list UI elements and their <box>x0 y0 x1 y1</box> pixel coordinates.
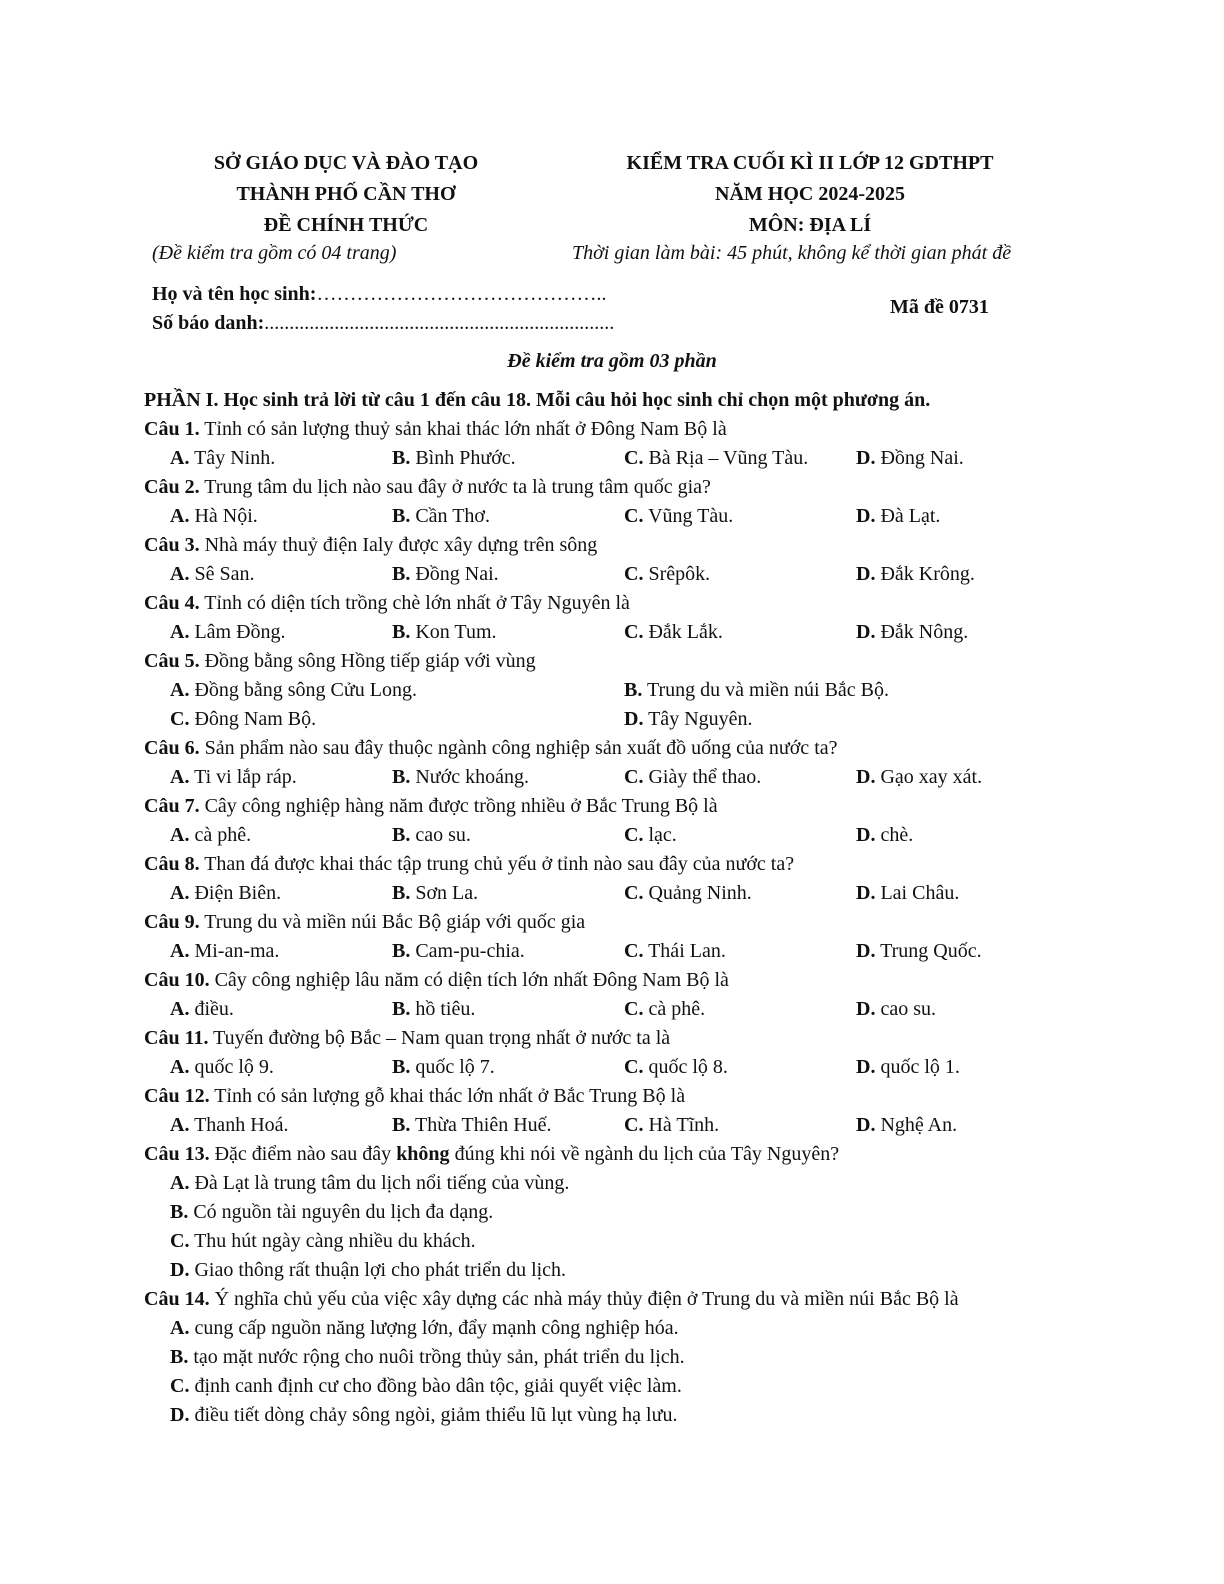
question-11-options <box>144 1053 1084 1082</box>
question-number: Câu 4. <box>144 592 200 614</box>
option-a[interactable]: A. Đồng bằng sông Cửu Long. <box>170 679 417 701</box>
option-c[interactable]: C. Đắk Lắk. <box>624 621 723 643</box>
question-4-options <box>144 618 1084 647</box>
option-d[interactable]: D. Trung Quốc. <box>856 940 982 962</box>
option-a[interactable]: A. Lâm Đồng. <box>170 621 286 643</box>
option-d[interactable]: D. điều tiết dòng chảy sông ngòi, giảm thiểu lũ lụt vùng hạ lưu. <box>170 1404 678 1426</box>
question-text: Tỉnh có sản lượng thuỷ sản khai thác lớn nhất ở Đông Nam Bộ là <box>199 418 727 440</box>
option-d[interactable]: D. Tây Nguyên. <box>624 708 753 730</box>
question-10-options <box>144 995 1084 1024</box>
option-c[interactable]: C. Quảng Ninh. <box>624 882 752 904</box>
question-number: Câu 10. <box>144 969 210 991</box>
option-b[interactable]: B. Có nguồn tài nguyên du lịch đa dạng. <box>170 1201 494 1223</box>
option-b[interactable]: B. cao su. <box>392 824 471 846</box>
option-c[interactable]: C. Hà Tĩnh. <box>624 1114 720 1136</box>
exam-body <box>144 386 1084 1430</box>
option-b[interactable]: B. tạo mặt nước rộng cho nuôi trồng thủy sản, phát triển du lịch. <box>170 1346 685 1368</box>
option-a[interactable]: A. Hà Nội. <box>170 505 258 527</box>
option-b[interactable]: B. Sơn La. <box>392 882 479 904</box>
option-c[interactable]: C. lạc. <box>624 824 677 846</box>
issuer-block <box>140 148 552 241</box>
question-text: Tỉnh có sản lượng gỗ khai thác lớn nhất ở Bắc Trung Bộ là <box>209 1085 686 1107</box>
official-label: ĐỀ CHÍNH THỨC <box>263 214 429 236</box>
exam-structure-note: Đề kiểm tra gồm 03 phần <box>507 350 717 372</box>
question-3-options <box>144 560 1084 589</box>
option-d[interactable]: D. Giao thông rất thuận lợi cho phát triển du lịch. <box>170 1259 567 1281</box>
option-b[interactable]: B. Kon Tum. <box>392 621 497 643</box>
question-text: Cây công nghiệp lâu năm có diện tích lớn nhất Đông Nam Bộ là <box>209 969 729 991</box>
option-a[interactable]: A. Mi-an-ma. <box>170 940 280 962</box>
option-a[interactable]: A. điều. <box>170 998 234 1020</box>
option-c[interactable]: C. Thái Lan. <box>624 940 726 962</box>
question-9-options <box>144 937 1084 966</box>
exam-code: Mã đề 0731 <box>890 296 989 318</box>
student-name-row <box>152 283 606 306</box>
question-number: Câu 13. <box>144 1143 210 1165</box>
option-b[interactable]: B. Trung du và miền núi Bắc Bộ. <box>624 679 890 701</box>
question-5-options-row-1 <box>144 676 1084 705</box>
question-12-options <box>144 1111 1084 1140</box>
option-b[interactable]: B. Bình Phước. <box>392 447 516 469</box>
question-text: Trung du và miền núi Bắc Bộ giáp với quốc gia <box>199 911 586 933</box>
question-7-options <box>144 821 1084 850</box>
question-text: Đồng bằng sông Hồng tiếp giáp với vùng <box>199 650 536 672</box>
option-d[interactable]: D. Đồng Nai. <box>856 447 964 469</box>
question-2 <box>144 473 1084 502</box>
exam-title: KIỂM TRA CUỐI KÌ II LỚP 12 GDTHPT <box>626 152 994 174</box>
option-a[interactable]: A. Điện Biên. <box>170 882 282 904</box>
question-3 <box>144 531 1084 560</box>
question-7 <box>144 792 1084 821</box>
option-d[interactable]: D. Nghệ An. <box>856 1114 958 1136</box>
question-text: Than đá được khai thác tập trung chủ yếu ở tỉnh nào sau đây của nước ta? <box>199 853 795 875</box>
option-a[interactable]: A. Đà Lạt là trung tâm du lịch nổi tiếng của vùng. <box>170 1172 570 1194</box>
option-d[interactable]: D. cao su. <box>856 998 936 1020</box>
question-number: Câu 6. <box>144 737 200 759</box>
question-5 <box>144 647 1084 676</box>
issuer-city: THÀNH PHỐ CẦN THƠ <box>236 183 456 205</box>
option-d[interactable]: D. Đắk Nông. <box>856 621 969 643</box>
option-d[interactable]: D. chè. <box>856 824 914 846</box>
student-name-blank[interactable]: …………………………………….. <box>316 283 607 305</box>
student-id-blank[interactable]: ...................................................................... <box>264 312 615 334</box>
option-c[interactable]: C. quốc lộ 8. <box>624 1056 728 1078</box>
question-2-options <box>144 502 1084 531</box>
option-c[interactable]: C. Thu hút ngày càng nhiều du khách. <box>170 1230 476 1252</box>
question-number: Câu 1. <box>144 418 200 440</box>
option-a[interactable]: A. quốc lộ 9. <box>170 1056 274 1078</box>
question-1 <box>144 415 1084 444</box>
question-text-emphasis: không <box>396 1143 450 1165</box>
option-d[interactable]: D. quốc lộ 1. <box>856 1056 960 1078</box>
question-number: Câu 3. <box>144 534 200 556</box>
option-b[interactable]: B. hồ tiêu. <box>392 998 476 1020</box>
option-d[interactable]: D. Đắk Krông. <box>856 563 975 585</box>
time-note: Thời gian làm bài: 45 phút, không kể thời gian phát đề <box>572 242 1012 264</box>
question-number: Câu 11. <box>144 1027 209 1049</box>
question-text: Trung tâm du lịch nào sau đây ở nước ta là trung tâm quốc gia? <box>199 476 711 498</box>
question-number: Câu 5. <box>144 650 200 672</box>
option-a[interactable]: A. Sê San. <box>170 563 255 585</box>
option-c[interactable]: C. Giày thể thao. <box>624 766 762 788</box>
question-8 <box>144 850 1084 879</box>
option-a[interactable]: A. cung cấp nguồn năng lượng lớn, đẩy mạnh công nghiệp hóa. <box>170 1317 679 1339</box>
question-1-options <box>144 444 1084 473</box>
section-1-title: PHẦN I. Học sinh trả lời từ câu 1 đến câu 18. Mỗi câu hỏi học sinh chỉ chọn một phương án. <box>144 389 931 411</box>
question-4 <box>144 589 1084 618</box>
option-a[interactable]: A. Thanh Hoá. <box>170 1114 289 1136</box>
question-text: Nhà máy thuỷ điện Ialy được xây dựng trên sông <box>199 534 598 556</box>
question-number: Câu 8. <box>144 853 200 875</box>
question-6-options <box>144 763 1084 792</box>
question-text: Ý nghĩa chủ yếu của việc xây dựng các nhà máy thủy điện ở Trung du và miền núi Bắc Bộ là <box>209 1288 959 1310</box>
question-text: Tuyến đường bộ Bắc – Nam quan trọng nhất ở nước ta là <box>208 1027 671 1049</box>
exam-title-block <box>560 148 1060 241</box>
question-text: Cây công nghiệp hàng năm được trồng nhiều ở Bắc Trung Bộ là <box>199 795 718 817</box>
question-9 <box>144 908 1084 937</box>
option-b[interactable]: B. quốc lộ 7. <box>392 1056 495 1078</box>
option-b[interactable]: B. Cần Thơ. <box>392 505 490 527</box>
option-c[interactable]: C. định canh định cư cho đồng bào dân tộc, giải quyết việc làm. <box>170 1375 682 1397</box>
question-text: đúng khi nói về ngành du lịch của Tây Nguyên? <box>449 1143 840 1165</box>
option-d[interactable]: D. Đà Lạt. <box>856 505 941 527</box>
option-a[interactable]: A. cà phê. <box>170 824 252 846</box>
option-a[interactable]: A. Tây Ninh. <box>170 447 276 469</box>
question-14 <box>144 1285 1084 1314</box>
option-d[interactable]: D. Gạo xay xát. <box>856 766 983 788</box>
option-c[interactable]: C. Srêpôk. <box>624 563 711 585</box>
option-d[interactable]: D. Lai Châu. <box>856 882 960 904</box>
subject: MÔN: ĐỊA LÍ <box>748 214 872 236</box>
question-number: Câu 14. <box>144 1288 210 1310</box>
issuer-department: SỞ GIÁO DỤC VÀ ĐÀO TẠO <box>213 152 479 174</box>
student-name-label: Họ và tên học sinh: <box>152 283 317 305</box>
student-id-label: Số báo danh: <box>152 312 265 334</box>
question-text: Tỉnh có diện tích trồng chè lớn nhất ở Tây Nguyên là <box>199 592 630 614</box>
question-number: Câu 9. <box>144 911 200 933</box>
option-b[interactable]: B. Thừa Thiên Huế. <box>392 1114 552 1136</box>
option-a[interactable]: A. Ti vi lắp ráp. <box>170 766 297 788</box>
option-b[interactable]: B. Nước khoáng. <box>392 766 529 788</box>
question-text: Đặc điểm nào sau đây <box>209 1143 397 1165</box>
option-c[interactable]: C. Vũng Tàu. <box>624 505 734 527</box>
page-count-note: (Đề kiểm tra gồm có 04 trang) <box>152 242 397 264</box>
option-b[interactable]: B. Đồng Nai. <box>392 563 499 585</box>
option-b[interactable]: B. Cam-pu-chia. <box>392 940 525 962</box>
question-12 <box>144 1082 1084 1111</box>
question-text: Sản phẩm nào sau đây thuộc ngành công nghiệp sản xuất đồ uống của nước ta? <box>199 737 838 759</box>
question-number: Câu 12. <box>144 1085 210 1107</box>
option-c[interactable]: C. Đông Nam Bộ. <box>170 708 317 730</box>
question-number: Câu 7. <box>144 795 200 817</box>
question-number: Câu 2. <box>144 476 200 498</box>
question-8-options <box>144 879 1084 908</box>
question-11 <box>144 1024 1084 1053</box>
question-5-options-row-2 <box>144 705 1084 734</box>
student-id-row <box>152 312 614 335</box>
option-c[interactable]: C. Bà Rịa – Vũng Tàu. <box>624 447 809 469</box>
option-c[interactable]: C. cà phê. <box>624 998 706 1020</box>
school-year: NĂM HỌC 2024-2025 <box>715 183 905 205</box>
question-10 <box>144 966 1084 995</box>
question-13 <box>144 1140 1084 1169</box>
question-6 <box>144 734 1084 763</box>
